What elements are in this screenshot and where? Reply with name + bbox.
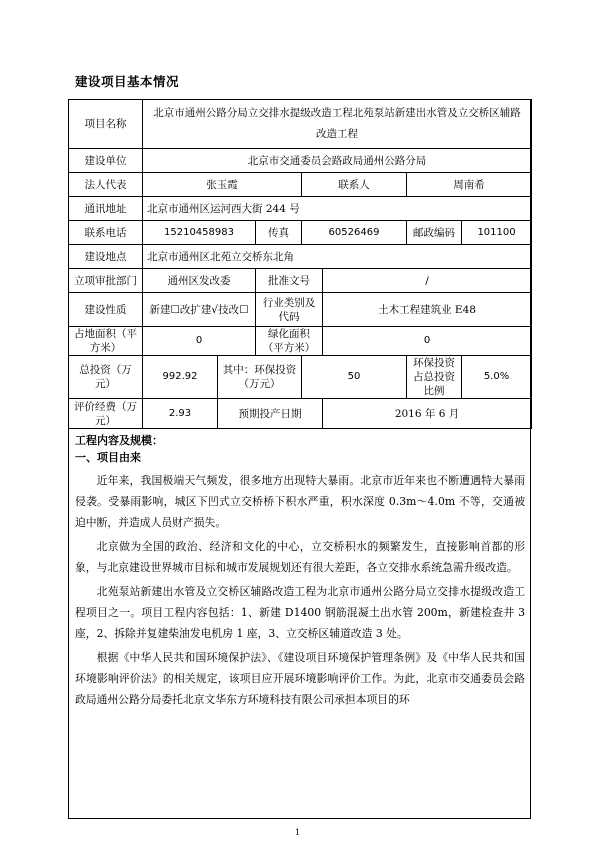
phone-label: 联系电话 — [69, 221, 143, 245]
unit-value: 北京市交通委员会路政局通州公路分局 — [143, 149, 532, 173]
paragraph: 根据《中华人民共和国环境保护法》、《建设项目环境保护管理条例》及《中华人民共和国环境影响评价法》的相关规定，该项目应开展环境影响评价工作。为此，北京市交通委员会路政局通州公路分局委托北京文华东方环境科技有限公司承担本项目的环 — [75, 651, 525, 706]
table-row — [69, 245, 532, 269]
postcode-label: 邮政编码 — [407, 221, 462, 245]
green-label: 绿化面积（平方米） — [256, 327, 323, 356]
approval-doc-value: / — [323, 269, 532, 293]
unit-label: 建设单位 — [69, 149, 143, 173]
table-row — [69, 197, 532, 221]
eval-fee-value: 2.93 — [143, 399, 218, 429]
page-number: 1 — [294, 828, 301, 837]
table-row — [69, 149, 532, 173]
industry-value: 土木工程建筑业 E48 — [323, 293, 532, 327]
table-row — [69, 221, 532, 245]
industry-label: 行业类别及代码 — [256, 293, 323, 327]
env-invest-value: 50 — [302, 356, 407, 399]
project-info-table — [68, 99, 532, 429]
paragraph: 北苑泵站新建出水管及立交桥区辅路改造工程为北京市通州公路分局立交排水提级改造工程项目之一。项目工程内容包括：1、新建 D1400 钢筋混凝土出水管 200m，新建检查井 3 座，2、拆除并复建柴油发电机房 1 座，3、立交桥区辅道改造 3 处。 — [75, 585, 525, 640]
project-name-label: 项目名称 — [69, 100, 143, 149]
table-row — [69, 356, 532, 399]
table-row — [69, 173, 532, 197]
postcode-value: 101100 — [462, 221, 532, 245]
approval-doc-label: 批准文号 — [256, 269, 323, 293]
table-row — [69, 327, 532, 356]
legal-rep-label: 法人代表 — [69, 173, 143, 197]
env-ratio-label: 环保投资占总投资比例 — [407, 356, 462, 399]
contact-value: 周南希 — [407, 173, 532, 197]
section-heading: 一、项目由来 — [75, 451, 141, 464]
address-value: 北京市通州区运河西大街 244 号 — [143, 197, 532, 221]
table-row — [69, 399, 532, 429]
contact-label: 联系人 — [302, 173, 407, 197]
invest-label: 总投资（万元） — [69, 356, 143, 399]
address-label: 通讯地址 — [69, 197, 143, 221]
table-row — [69, 269, 532, 293]
fax-value: 60526469 — [302, 221, 407, 245]
table-row — [69, 100, 532, 149]
page-title: 建设项目基本情况 — [75, 74, 180, 89]
nature-label: 建设性质 — [69, 293, 143, 327]
paragraph: 近年来，我国极端天气频发，很多地方出现特大暴雨。北京市近年来也不断遭遇特大暴雨侵袭。受暴雨影响，城区下凹式立交桥桥下积水严重，积水深度 0.3m～4.0m 不等，交通被迫中断，并造成人员财产损失。 — [75, 474, 525, 529]
phone-value: 15210458983 — [143, 221, 256, 245]
env-ratio-value: 5.0% — [462, 356, 532, 399]
green-value: 0 — [323, 327, 532, 356]
nature-value: 新建☐改扩建√技改☐ — [143, 293, 256, 327]
legal-rep-value: 张玉霞 — [143, 173, 302, 197]
area-label: 占地面积（平方米） — [69, 327, 143, 356]
invest-value: 992.92 — [143, 356, 218, 399]
approval-dept-label: 立项审批部门 — [69, 269, 143, 293]
content-heading: 工程内容及规模： — [75, 434, 163, 447]
prod-date-value: 2016 年 6 月 — [323, 399, 532, 429]
env-invest-label: 其中：环保投资（万元） — [218, 356, 302, 399]
area-value: 0 — [143, 327, 256, 356]
project-content — [75, 432, 525, 713]
eval-fee-label: 评价经费（万元） — [69, 399, 143, 429]
approval-dept-value: 通州区发改委 — [143, 269, 256, 293]
prod-date-label: 预期投产日期 — [218, 399, 323, 429]
location-value: 北京市通州区北苑立交桥东北角 — [143, 245, 532, 269]
location-label: 建设地点 — [69, 245, 143, 269]
table-row — [69, 293, 532, 327]
fax-label: 传真 — [256, 221, 302, 245]
paragraph: 北京做为全国的政治、经济和文化的中心，立交桥积水的频繁发生，直接影响首都的形象，与北京建设世界城市目标和城市发展规划还有很大差距，各立交排水系统急需升级改造。 — [75, 540, 525, 574]
project-name-value: 北京市通州公路分局立交排水提级改造工程北苑泵站新建出水管及立交桥区辅路改造工程 — [143, 100, 532, 149]
